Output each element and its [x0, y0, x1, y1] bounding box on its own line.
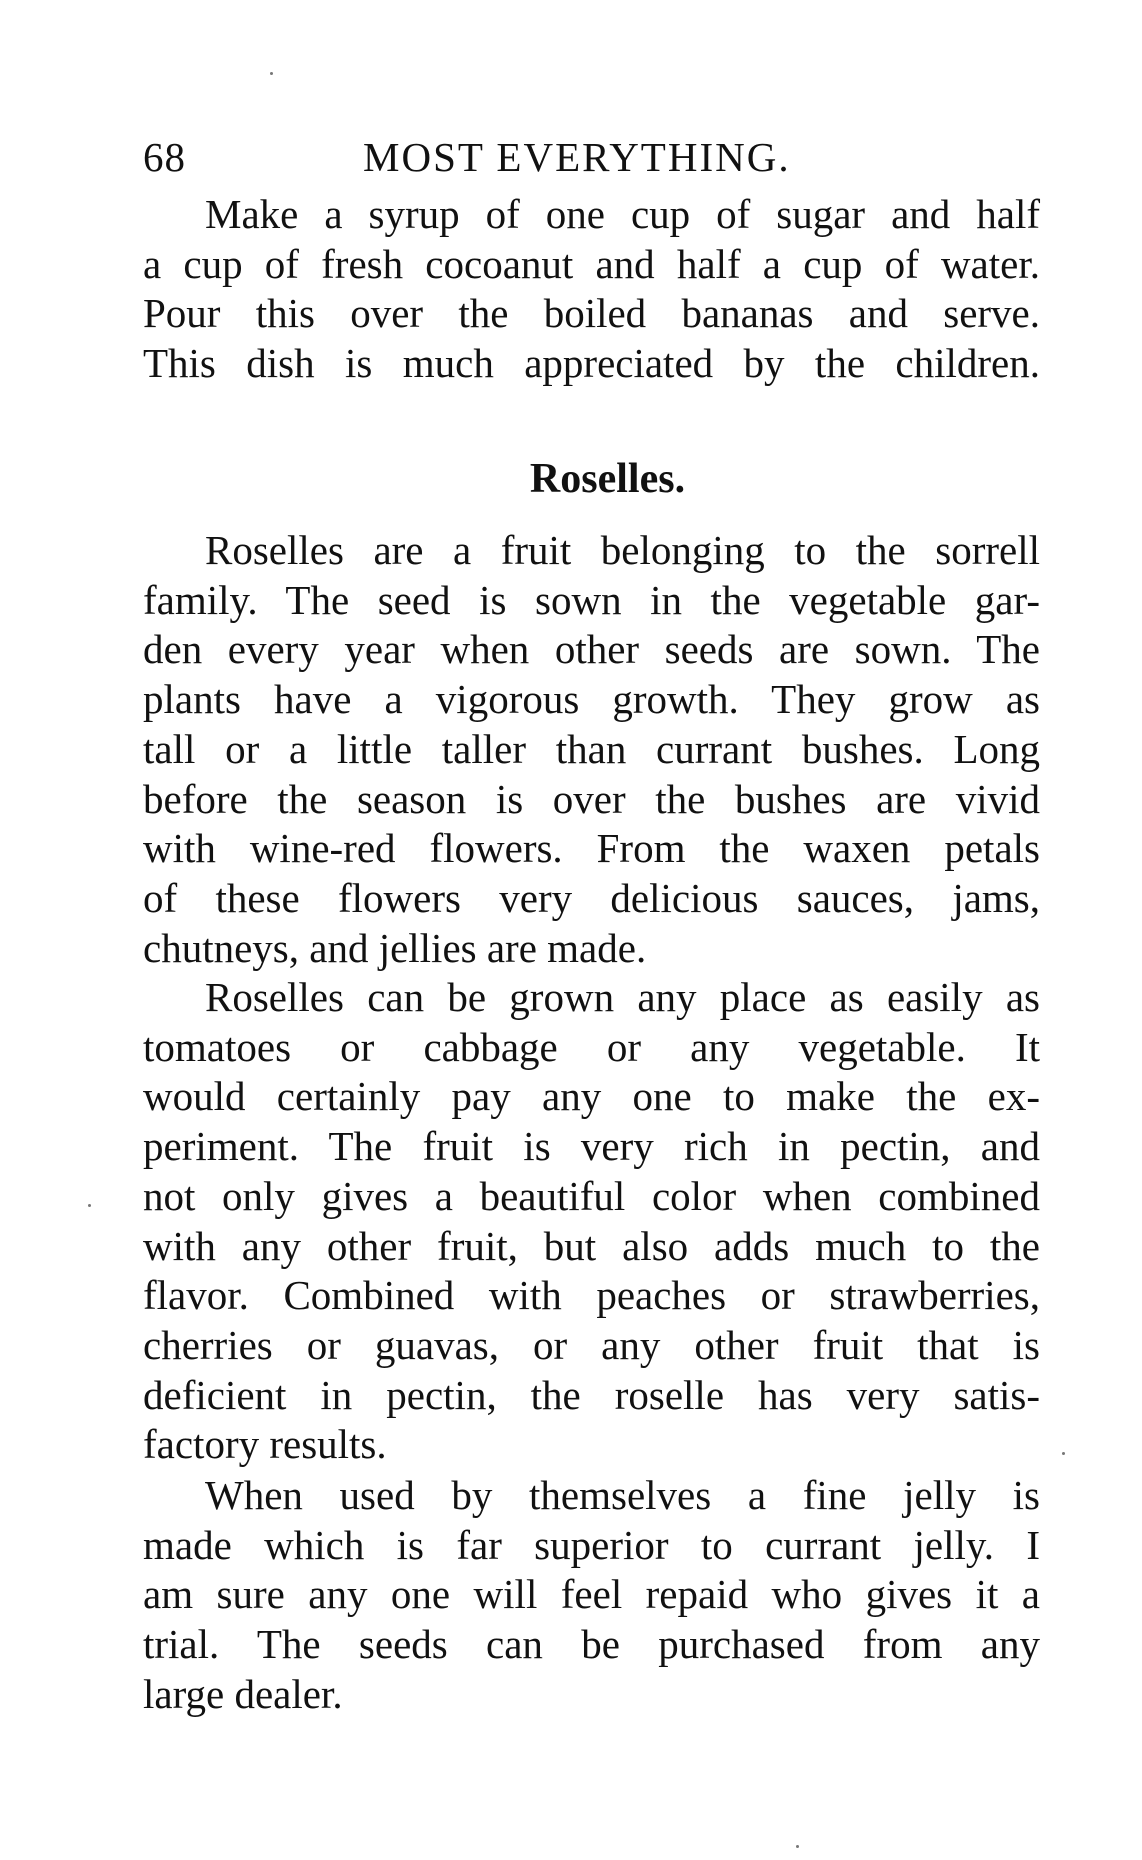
running-title: MOST EVERYTHING. [363, 134, 791, 180]
text-line: periment. The fruit is very rich in pectin, and [143, 1123, 1040, 1170]
page-number: 68 [143, 134, 186, 180]
paragraph-roselles-growing [143, 973, 1040, 1470]
scan-speck [1062, 1452, 1065, 1455]
text-line: When used by themselves a fine jelly is [205, 1472, 1040, 1518]
text-line: Roselles can be grown any place as easily as [205, 974, 1040, 1020]
text-line: Pour this over the boiled bananas and serve. [143, 290, 1040, 337]
text-line: family. The seed is sown in the vegetable gar- [143, 576, 1040, 623]
text-line: with any other fruit, but also adds much to the [143, 1222, 1040, 1269]
text-line: before the season is over the bushes are vivid [143, 775, 1040, 822]
text-line: chutneys, and jellies are made. [143, 924, 647, 971]
text-line: with wine-red flowers. From the waxen petals [143, 825, 1040, 872]
paragraph-roselles-intro [143, 526, 1040, 973]
text-line: cherries or guavas, or any other fruit that is [143, 1321, 1040, 1368]
text-line: flavor. Combined with peaches or strawberries, [143, 1272, 1040, 1319]
scan-speck [88, 1204, 91, 1207]
text-line: trial. The seeds can be purchased from any [143, 1621, 1040, 1668]
text-line: am sure any one will feel repaid who gives it a [143, 1571, 1040, 1618]
scan-speck [796, 1845, 799, 1848]
running-head [143, 132, 1040, 182]
book-page [143, 0, 1040, 1860]
text-line: a cup of fresh cocoanut and half a cup of water. [143, 240, 1040, 287]
text-line: tomatoes or cabbage or any vegetable. It [143, 1023, 1040, 1070]
text-line: large dealer. [143, 1670, 343, 1717]
text-line: This dish is much appreciated by the children. [143, 340, 1040, 387]
text-line: factory results. [143, 1421, 387, 1468]
text-line: plants have a vigorous growth. They grow as [143, 676, 1040, 723]
text-line: not only gives a beautiful color when combined [143, 1172, 1040, 1219]
scan-speck [270, 72, 273, 75]
paragraph-banana-syrup [143, 190, 1040, 389]
text-line: deficient in pectin, the roselle has very satis- [143, 1371, 1040, 1418]
text-line: Make a syrup of one cup of sugar and half [205, 191, 1040, 237]
text-line: made which is far superior to currant jelly. I [143, 1521, 1040, 1568]
text-line: of these flowers very delicious sauces, jams, [143, 874, 1040, 921]
text-line: den every year when other seeds are sown. The [143, 626, 1040, 673]
text-line: would certainly pay any one to make the ex- [143, 1073, 1040, 1120]
text-line: Roselles are a fruit belonging to the sorrell [205, 527, 1040, 573]
paragraph-roselles-jelly [143, 1471, 1040, 1720]
section-heading-roselles: Roselles. [529, 456, 686, 502]
text-line: tall or a little taller than currant bushes. Long [143, 725, 1040, 772]
